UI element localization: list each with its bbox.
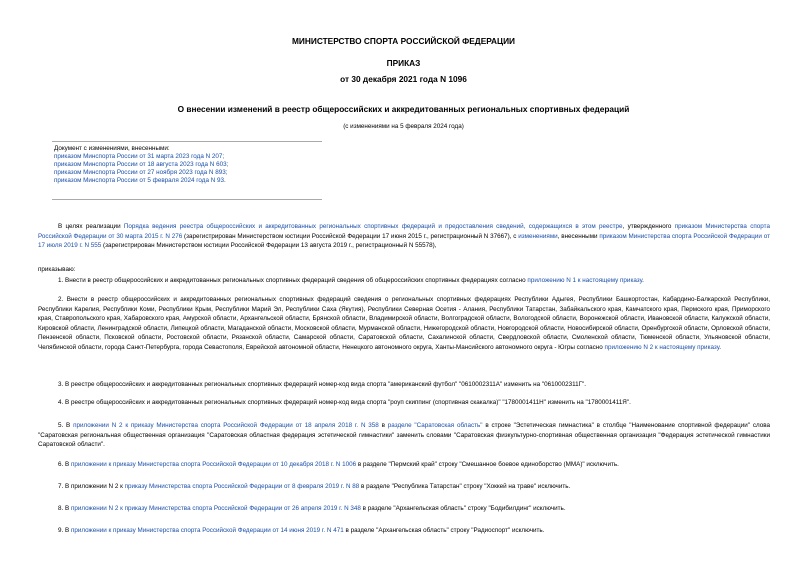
item-4 — [38, 398, 770, 408]
item-5-text-c: в строке "Эстетическая гимнастика" в столбце "Наименование спортивной федерации" слова "Саратовская региональная общественная организация "Саратовская областная федерация эстетической гимнастики" заменить словами "Саратовская физкультурно-спортивная общественная организация "Федерация эстетической гимнастики Саратовской области". — [38, 422, 771, 448]
item-2-end: . — [719, 343, 721, 351]
item-9-text-a: 9. В — [58, 527, 71, 534]
item-9-text-b: в разделе "Архангельская область" строку "Радиоспорт" исключить. — [343, 527, 545, 534]
item-7-text-a: 7. В приложении N 2 к — [58, 483, 125, 490]
item-1-end: . — [642, 277, 644, 284]
item-5-text-b: в — [378, 422, 388, 429]
amendment-link-3[interactable]: приказом Минспорта России от 27 ноября 2023 года N 893; — [54, 169, 228, 176]
preamble-paragraph — [38, 222, 770, 251]
item-4-text: 4. В реестре общероссийских и аккредитованных региональных спортивных федераций номер-код вида спорта "роуп скиппинг (спортивная скакалка)" "1780001411Н" изменить на "1780001411Я". — [58, 399, 631, 406]
revision-note: (с изменениями на 5 февраля 2024 года) — [343, 123, 464, 130]
item-6-text-b: в разделе "Пермский край" строку "Смешанное боевое единоборство (ММА)" исключить. — [356, 461, 619, 468]
preamble-text-2: , утвержденного — [622, 223, 675, 230]
item-7 — [38, 482, 770, 492]
date-number-heading: от 30 декабря 2021 года N 1096 — [340, 74, 467, 84]
order-word-text: приказываю: — [38, 266, 76, 273]
order-555-link[interactable]: приказом Министерства спорта Российской Федерации от 17 июля 2019 г. N 555 — [38, 232, 770, 249]
item-8-text-a: 8. В — [58, 505, 71, 512]
amendment-link-1[interactable]: приказом Минспорта России от 31 марта 2023 года N 207; — [54, 153, 225, 160]
appendix-1-link[interactable]: приложению N 1 к настоящему приказу — [527, 277, 643, 284]
order-word — [38, 265, 770, 275]
item-9 — [38, 526, 770, 536]
doc-type-heading: ПРИКАЗ — [386, 58, 421, 68]
divider-bottom — [52, 199, 322, 200]
item-3 — [38, 380, 770, 390]
item-1-text: 1. Внести в реестр общероссийских и аккредитованных региональных спортивных федераций сведения об общероссийских спортивных федерациях согласно — [58, 277, 528, 284]
item-9-order-link[interactable]: приложении к приказу Министерства спорта Российской Федерации от 14 июня 2019 г. N 471 — [70, 527, 344, 534]
item-5-appendix-link[interactable]: приложении N 2 к приказу Министерства спорта Российской Федерации от 18 апреля 2018 г. N 358 — [73, 422, 379, 429]
item-1 — [38, 276, 770, 286]
document-title: О внесении изменений в реестр общероссийских и аккредитованных региональных спортивных федераций — [177, 104, 630, 114]
item-2-text: 2. Внести в реестр общероссийских и аккредитованных региональных спортивных федераций сведения о региональных спортивных федерациях Республики Адыгея, Республики Башкортостан, Кабардино-Балкарской Республики, Республики Карелия, Республики Коми, Республики Крым, Республики Марий Эл, Республики Саха (Якутия), Республики Северная Осетия - Алания, Республики Татарстан, Забайкальского края, Камчатского края, Пермского края, Приморского края, Ставропольского края, Хабаровского края, Амурской области, Архангельской области, Брянской области, Владимирской области, Волгоградской области, Вологодской области, Воронежской области, Ивановской области, Калужской области, Кировской области, Ленинградской области, Липецкой области, Магаданской области, Московской области, Мурманской области, Нижегородской области, Новгородской области, Новосибирской области, Оренбургской области, Орловской области, Пензенской области, Псковской области, Ростовской области, Рязанской области, Самарской области, Саратовской области, Сахалинской области, Свердловской области, Смоленской области, Тюменской области, Ульяновской области, Челябинской области, города Санкт-Петербурга, города Севастополя, Еврейской автономной области, Ненецкого автономного округа, Ханты-Мансийского автономного округа - Югры согласно — [38, 296, 770, 351]
item-8-order-link[interactable]: приложении N 2 к приказу Министерства спорта Российской Федерации от 26 апреля 2019 г. N 348 — [70, 505, 361, 512]
item-2 — [38, 295, 770, 352]
preamble-text-3: (зарегистрирован Министерством юстиции Российской Федерации 17 июня 2015 г., регистрационный N 37667), с — [182, 232, 519, 240]
procedure-link[interactable]: Порядка ведения реестра общероссийских и аккредитованных региональных спортивных федераций и предоставления сведений, содержащихся в этом реестре — [123, 223, 623, 230]
item-3-text: 3. В реестре общероссийских и аккредитованных региональных спортивных федераций номер-код вида спорта "американский футбол" "0610002311А" изменить на "0610002311Г". — [58, 381, 587, 388]
item-8 — [38, 504, 770, 514]
preamble-text-4: , внесенными — [557, 232, 600, 240]
order-276-link[interactable]: приказом Министерства спорта Российской Федерации от 30 марта 2015 г. N 276 — [38, 223, 770, 240]
preamble-text-1: В целях реализации — [58, 223, 124, 230]
amendment-link-2[interactable]: приказом Минспорта России от 18 августа 2023 года N 603; — [54, 161, 229, 168]
amendments-intro: Документ с изменениями, внесенными: — [54, 145, 170, 152]
item-6-text-a: 6. В — [58, 461, 71, 468]
ministry-heading: МИНИСТЕРСТВО СПОРТА РОССИЙСКОЙ ФЕДЕРАЦИИ — [291, 36, 516, 46]
amendment-link-4[interactable]: приказом Минспорта России от 5 февраля 2024 года N 93. — [54, 177, 226, 184]
divider-top — [52, 141, 322, 142]
saratov-section-link[interactable]: разделе "Саратовская область" — [387, 422, 483, 429]
changes-link[interactable]: изменениями — [518, 232, 558, 240]
item-5 — [38, 421, 770, 450]
item-5-text-a: 5. В — [58, 422, 74, 429]
item-7-text-b: в разделе "Республика Татарстан" строку "Хоккей на траве" исключить. — [359, 483, 571, 490]
item-7-order-link[interactable]: приказу Министерства спорта Российской Федерации от 8 февраля 2019 г. N 88 — [124, 483, 360, 490]
item-6-order-link[interactable]: приложении к приказу Министерства спорта Российской Федерации от 10 декабря 2018 г. N 1006 — [70, 461, 357, 468]
item-6 — [38, 460, 770, 470]
item-8-text-b: в разделе "Архангельская область" строку "Бодибилдинг" исключить. — [360, 505, 566, 512]
amendments-block — [54, 145, 228, 185]
preamble-text-5: (зарегистрирован Министерством юстиции Российской Федерации 13 августа 2019 г., регистрационный N 55578), — [101, 242, 437, 249]
appendix-2-link[interactable]: приложению N 2 к настоящему приказу — [604, 343, 720, 351]
